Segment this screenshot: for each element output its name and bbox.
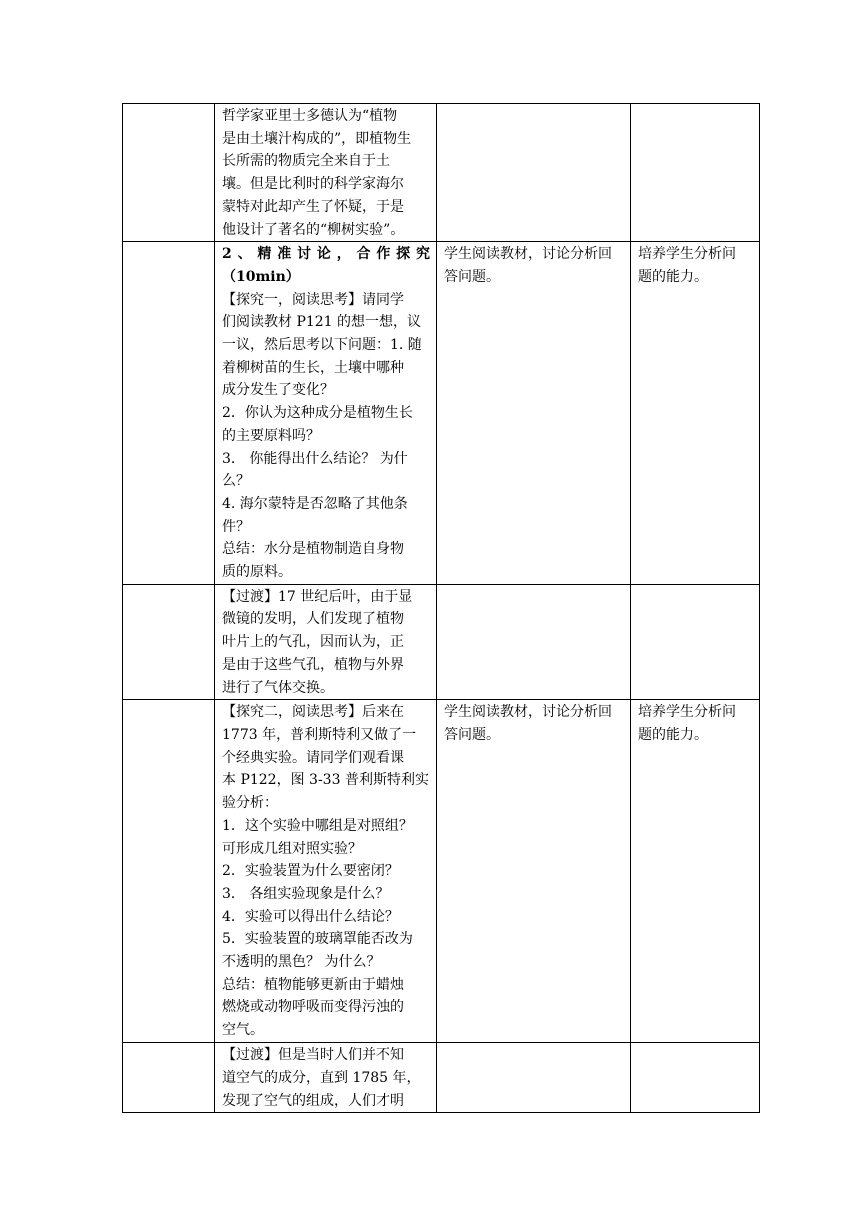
text-line: 4．实验可以得出什么结论？ — [222, 908, 399, 925]
text-line: 1．这个实验中哪组是对照组？ — [222, 817, 413, 834]
text-line: 件？ — [222, 518, 250, 535]
text-line: 进行了气体交换。 — [222, 679, 334, 696]
stage-cell — [123, 584, 215, 700]
text-line: 总结：植物能够更新由于蜡烛 — [222, 976, 404, 993]
text-line: 壤。但是比利时的科学家海尔 — [222, 176, 404, 193]
text-line: 微镜的发明，人们发现了植物 — [222, 611, 404, 628]
text-line: 1773 年，普利斯特利又做了一 — [222, 726, 417, 743]
text-line: 题的能力。 — [638, 268, 708, 285]
teacher-activity-cell — [215, 242, 437, 585]
stage-cell — [123, 1043, 215, 1113]
text-line: 叶片上的气孔，因而认为，正 — [222, 634, 404, 651]
text-line: 可形成几组对照实验？ — [222, 840, 362, 857]
text-line: 学生阅读教材，讨论分析回 — [444, 246, 612, 263]
text-line: 答问题。 — [444, 268, 500, 285]
text-line: 培养学生分析问 — [638, 246, 736, 263]
student-activity-cell — [437, 584, 631, 700]
teacher-activity-cell — [215, 104, 437, 242]
text-line: 个经典实验。请同学们观看课 — [222, 749, 404, 766]
section-heading-time: （10min） — [222, 268, 300, 285]
lesson-plan-table — [122, 103, 760, 1113]
text-line: 质的原料。 — [222, 564, 292, 581]
text-line: 们阅读教材 P121 的想一想，议 — [222, 314, 422, 331]
teacher-activity-cell — [215, 1043, 437, 1113]
design-intent-cell — [631, 1043, 760, 1113]
teacher-activity-cell — [215, 584, 437, 700]
text-line: 【过渡】17 世纪后叶，由于显 — [222, 588, 413, 605]
text-line: 发现了空气的组成，人们才明 — [222, 1092, 404, 1109]
table-row — [123, 242, 760, 585]
student-activity-cell — [437, 700, 631, 1043]
teacher-activity-cell — [215, 700, 437, 1043]
text-line: 培养学生分析问 — [638, 704, 736, 721]
text-line: 空气。 — [222, 1022, 264, 1039]
text-line: 3． 你能得出什么结论？ 为什 — [222, 450, 408, 467]
text-line: 5．实验装置的玻璃罩能否改为 — [222, 931, 413, 948]
stage-cell — [123, 104, 215, 242]
stage-cell — [123, 242, 215, 585]
student-activity-cell — [437, 104, 631, 242]
design-intent-cell — [631, 242, 760, 585]
text-line: 哲学家亚里士多德认为“植物 — [222, 108, 398, 124]
student-activity-cell — [437, 242, 631, 585]
text-line: 2．实验装置为什么要密闭？ — [222, 863, 399, 880]
text-line: 是由土壤汁构成的”，即植物生 — [222, 130, 412, 147]
stage-cell — [123, 700, 215, 1043]
table-row — [123, 700, 760, 1043]
text-line: 他设计了著名的“柳树实验”。 — [222, 221, 405, 238]
section-heading: 2、精准讨论，合作探究 — [222, 246, 430, 263]
text-line: 蒙特对此却产生了怀疑，于是 — [222, 198, 404, 215]
text-line: 题的能力。 — [638, 726, 708, 743]
text-line: 着柳树苗的生长，土壤中哪种 — [222, 359, 404, 376]
text-line: 【探究二，阅读思考】后来在 — [222, 704, 404, 721]
student-activity-cell — [437, 1043, 631, 1113]
text-line: 燃烧或动物呼吸而变得污浊的 — [222, 999, 404, 1016]
text-line: 总结：水分是植物制造自身物 — [222, 541, 404, 558]
text-line: 成分发生了变化？ — [222, 382, 334, 399]
text-line: 道空气的成分，直到 1785 年， — [222, 1069, 421, 1086]
text-line: 么？ — [222, 473, 250, 490]
text-line: 【探究一，阅读思考】请同学 — [222, 291, 404, 308]
table-row — [123, 1043, 760, 1113]
table-row — [123, 584, 760, 700]
text-line: 长所需的物质完全来自于土 — [222, 153, 390, 170]
text-line: 2．你认为这种成分是植物生长 — [222, 405, 413, 422]
text-line: 验分析： — [222, 795, 278, 812]
text-line: 【过渡】但是当时人们并不知 — [222, 1047, 404, 1064]
text-line: 一议，然后思考以下问题：1. 随 — [222, 337, 422, 354]
text-line: 不透明的黑色？ 为什么？ — [222, 954, 381, 971]
text-line: 3． 各组实验现象是什么？ — [222, 885, 390, 902]
text-line: 的主要原料吗？ — [222, 427, 320, 444]
table-row — [123, 104, 760, 242]
text-line: 4. 海尔蒙特是否忽略了其他条 — [222, 495, 408, 512]
text-line: 是由于这些气孔，植物与外界 — [222, 656, 404, 673]
design-intent-cell — [631, 700, 760, 1043]
text-line: 本 P122，图 3-33 普利斯特利实 — [222, 772, 429, 789]
text-line: 学生阅读教材，讨论分析回 — [444, 704, 612, 721]
text-line: 答问题。 — [444, 726, 500, 743]
design-intent-cell — [631, 104, 760, 242]
design-intent-cell — [631, 584, 760, 700]
